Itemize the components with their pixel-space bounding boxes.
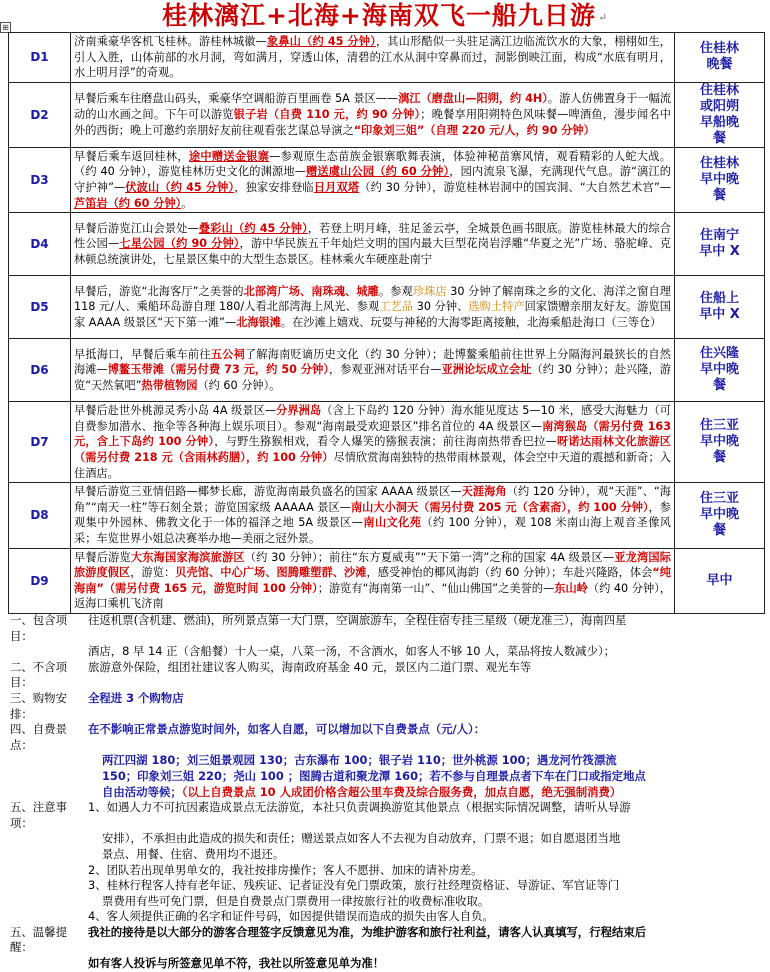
day-label: D1 (9, 33, 71, 83)
highlight-text: 热带植物园 (141, 378, 198, 392)
description-text: （约 30 分钟），游览桂林岩洞中的国宾洞、“大自然艺术宫”— (359, 180, 672, 194)
itinerary-row (9, 402, 765, 483)
itinerary-row (9, 548, 765, 613)
description-text: ，参观集中外园林、佛教文化于一体的福泽之地 5A 级景区— (74, 500, 671, 530)
highlight-text: 分界洲岛 (276, 404, 322, 418)
description-text: 早餐后，游览“北海客厅”之美誉的 (74, 284, 244, 298)
itinerary-row (9, 339, 765, 402)
day-description (71, 548, 675, 613)
description-text: 尽情欣赏海南独特的热带雨林景观，体会空中天道的震撼和新奇；入住酒店。 (74, 450, 671, 480)
note-reminder (10, 925, 762, 956)
highlight-text: 工艺品 (379, 300, 414, 314)
day-label: D2 (9, 82, 71, 147)
description-text: （约 100 分钟），观 108 米南山海上观音圣像风采；车览世界小姐总决赛举办地—美丽之冠外景。 (74, 516, 671, 545)
description-text: ，园内流泉飞瀑，充满现代气息。游“漓江的守护神”— (74, 165, 671, 194)
description-text: （约 120 分钟），观“天涯”、“海角”“南天一柱”等石刻全景；游览国家级 AAAAA 景区— (74, 485, 671, 514)
description-text: 30 分钟了解南珠之乡的文化、海洋之窗自理 118 元/人、乘船环岛游自理 180/人看北部湾海上风光、参观 (74, 284, 671, 314)
itinerary-row (9, 276, 765, 339)
note-text: 如有客人投诉与所签意见单不符，我社以所签意见单为准！ (88, 956, 385, 971)
itinerary-table (8, 32, 765, 614)
description-text: ，感受神怡的椰风海韵（约 60 分钟）；车赴兴隆路，体会 (366, 566, 653, 580)
stay-meal-info: 早中 (675, 548, 765, 613)
note-shopping (10, 691, 762, 722)
note-label: 二、不含项目： (10, 659, 67, 690)
day-description (71, 339, 675, 402)
description-text: 。 (181, 196, 193, 210)
description-text: （含上下岛约 120 分钟）海水能见度达 5—10 米，感受大海魅力（可自费参加潜水、拖伞等各种海上娱乐项目）。参观“海南最受欢迎景区”排名首位的 4A 级景区— (74, 404, 671, 433)
note-text: 票费用有些可免门票，但是自费景点门票费用一律按旅行社的收费标准收取。 (102, 893, 490, 908)
description-text: 早餐后乘车返回桂林， (74, 149, 189, 163)
highlight-text: 天涯海角 (461, 485, 507, 499)
itinerary-row (9, 147, 765, 212)
highlight-text: 大东海国家海滨旅游区 (130, 550, 245, 564)
description-text: 早餐后赴世外桃源灵秀小岛 4A 级景区— (74, 404, 277, 418)
description-text: ，其山形酷似一头驻足漓江边临流饮水的大象，栩栩如生，引人入胜，山体前部的水月洞，弯如满月，穿透山体，清碧的江水从洞中穿鼻而过，洞影倒映江面，构成“水底有明月，水上明月浮”的奇观。 (74, 35, 671, 80)
description-text: 早抵海口，早餐后乘车前往 (74, 347, 211, 361)
highlight-text: 七星公园（约 90 分钟） (119, 237, 240, 251)
description-text: （约 40 分钟），返海口乘机飞济南 (74, 581, 672, 611)
day-description (71, 402, 675, 483)
stay-meal-info: 住桂林 或阳朔 早船晚 餐 (675, 82, 765, 147)
stay-meal-info: 住桂林 早中晚 餐 (675, 147, 765, 212)
note-attention (10, 800, 762, 831)
day-label: D6 (9, 339, 71, 402)
highlight-text: 五公祠 (210, 347, 245, 361)
note-optional (10, 722, 762, 753)
note-text: 3、桂林行程客人持有老年证、残疾证、记者证没有免门票政策，旅行社经理资格证、导游证、军官证等门 (88, 878, 620, 893)
highlight-text: 北海银滩 (236, 315, 281, 329)
highlight-text: 呀诺达雨林文化旅游区（需另付费 218 元（含雨林药膳），约 100 分钟） (74, 435, 671, 464)
description-text: 早餐后游览江山会景处— (74, 221, 199, 235)
notes-section (10, 613, 762, 972)
note-text: 全程进 3 个购物店 (88, 690, 184, 705)
stay-meal-info: 住桂林 晚餐 (675, 33, 765, 83)
day-description (71, 147, 675, 212)
description-text: 早餐后游览 (74, 550, 131, 564)
note-text: 往返机票(含机建、燃油)，所列景点第一大门票，空调旅游车，全程住宿专挂三星级（硬龙准三），海南四星 (88, 613, 627, 627)
description-text: 回家馈赠亲朋友好友。游览国家 AAAA 级景区“天下第一滩”— (74, 300, 671, 329)
note-label: 一、包含项目： (10, 613, 67, 643)
itinerary-row (9, 33, 765, 83)
highlight-text: 亚洲论坛成立会址 (441, 363, 532, 377)
highlight-text: 珍珠店 (412, 284, 447, 298)
note-label: 五、注意事项： (10, 800, 67, 830)
highlight-text: 漓江（磨盘山—阳朔，约 4H） (398, 92, 548, 106)
day-label: D3 (9, 147, 71, 212)
paragraph-mark: ↵ (597, 10, 609, 24)
highlight-text: 赠送虞山公园（约 60 分钟） (305, 165, 450, 179)
stay-meal-info: 住三亚 早中晚 餐 (675, 483, 765, 548)
day-description (71, 213, 675, 276)
day-label: D8 (9, 483, 71, 548)
highlight-text: 贝壳馆、中心广场、图腾雕塑群、沙滩 (175, 566, 367, 580)
day-label: D5 (9, 276, 71, 339)
note-text: 酒店，8 早 14 正（含船餐）十人一桌，八菜一汤，不含酒水，如客人不够 10 人，菜品将按人数减少）； (88, 644, 616, 659)
note-text: （以上自费景点 10 人成团价格含超公里车费及综合服务费，加点自愿，绝无强制消费） (181, 784, 622, 799)
note-included (10, 613, 762, 644)
note-text: 旅游意外保险，组团社建议客人购买，海南政府基金 40 元，景区内二道门票、观光车等 (88, 659, 532, 674)
note-text: 两江四湖 180；刘三姐景观园 130；古东瀑布 100；银子岩 110；世外桃源 100；遇龙河竹筏漂流 (102, 753, 617, 768)
day-description (71, 483, 675, 548)
day-label: D7 (9, 402, 71, 483)
highlight-text: 南湾猴岛（需另付费 163 元，含上下岛约 100 分钟） (74, 419, 671, 449)
note-text: 景点、用餐、住宿、费用均不退还。 (102, 846, 285, 861)
description-text: —参观原生态苗族金银寨歌舞表演，体验神秘苗寨风情，观看精彩的人蛇大战。（约 40 分钟），游览桂林历史文化的渊源地— (74, 149, 671, 179)
itinerary-row (9, 82, 765, 147)
stay-meal-info: 住船上 早中 X (675, 276, 765, 339)
description-text: 早餐后游览三亚情侣路—椰梦长廊，游览海南最负盛名的国家 AAAA 级景区— (74, 485, 462, 499)
day-label: D9 (9, 548, 71, 613)
stay-meal-info: 住三亚 早中晚 餐 (675, 402, 765, 483)
note-text: 150；印象刘三姐 220；尧山 100 ；图腾古道和聚龙潭 160；若不参与自理景点者下车在门口或指定地点 (102, 768, 646, 783)
day-description (71, 276, 675, 339)
highlight-text: 象鼻山（约 45 分钟） (266, 35, 376, 48)
table-anchor-icon[interactable]: ⊞ (0, 22, 11, 33)
page-title: 桂林漓江+北海+海南双飞一船九日游 ↵ (161, 1, 609, 30)
description-text: ，游览： (130, 566, 176, 580)
description-text: ，独家安排登临 (234, 180, 314, 194)
highlight-text: 亚龙湾国际旅游度假区 (74, 550, 671, 580)
day-description (71, 33, 675, 83)
note-excluded (10, 660, 762, 691)
note-text: 安排），不承担由此造成的损失和责任；赠送景点如客人不去视为自动放弃，门票不退；如自愿退团当地 (102, 831, 621, 846)
highlight-text: 博鳌玉带滩（需另付费 73 元，约 50 分钟） (107, 363, 330, 377)
note-text: 自由活动等候； (102, 784, 182, 799)
note-text: 我社的接待是以大部分的游客合理签字反馈意见为准，为维护游客和旅行社利益，请客人认真填写，行程结束后 (88, 924, 647, 939)
stay-meal-info: 住兴隆 早中晚 餐 (675, 339, 765, 402)
highlight-text: 东山岭 (554, 581, 588, 595)
highlight-text: 途中赠送金银寨 (188, 149, 270, 163)
highlight-text: 叠彩山（约 45 分钟） (198, 221, 308, 235)
description-text: 。参观 (378, 284, 413, 298)
highlight-text: 芦笛岩（约 60 分钟） (74, 196, 182, 210)
highlight-text: “印象刘三姐”（自理 220 元/人，约 90 分钟） (353, 123, 595, 137)
highlight-text: 南山大小洞天（需另付费 205 元（含素斋），约 100 分钟） (350, 500, 649, 514)
description-text: ，与野生猕猴相戏，看令人爆笑的猕猴表演；前往海南热带香巴拉— (214, 435, 557, 449)
itinerary-row (9, 483, 765, 548)
highlight-text: 伏波山（约 45 分钟） (125, 180, 235, 194)
description-text: 济南乘豪华客机飞桂林。游桂林城徽— (74, 35, 267, 48)
highlight-text: 银子岩（自费 110 元，约 90 分钟） (233, 107, 421, 121)
description-text: （约 60 分钟）。 (197, 378, 281, 392)
note-label: 三、购物安排： (10, 690, 67, 721)
description-text: 早餐后乘车往磨盘山码头，乘豪华空调船游百里画卷 5A 景区—— (74, 92, 399, 106)
highlight-text: 日月双塔 (313, 180, 360, 194)
description-text: 了解海南贬谪历史文化（约 30 分钟）；赴博鳌乘船前往世界上分隔海河最狭长的自然海滩— (74, 347, 671, 377)
highlight-text: 北部湾广场、南珠魂、城雕 (243, 284, 379, 298)
note-text: 在不影响正常景点游览时间外，如客人自愿，可以增加以下自费景点（元/人）： (88, 722, 486, 737)
itinerary-row (9, 213, 765, 276)
description-text: ；晚餐享用阳朔特色风味餐—啤酒鱼，漫步闻名中外的西街；晚上可邀约亲朋好友前往观看张艺谋总导演之 (74, 107, 671, 137)
note-label: 四、自费景点： (10, 722, 67, 752)
description-text: ，参观亚洲对话平台— (329, 363, 442, 377)
note-text: 1、如遇人力不可抗因素造成景点无法游览，本社只负责调换游览其他景点（根据实际情况调整，请听从导游 (88, 800, 631, 815)
highlight-text: 选购土特产 (468, 300, 525, 314)
note-text: 2、团队若出现单男单女的，我社按排房操作；客人不愿拼、加床的请补房差。 (88, 862, 483, 877)
description-text: ，若登上明月峰，驻足釜云亭，全城景色画书眼底。游览桂林最大的综合性公园— (74, 221, 671, 251)
day-description (71, 82, 675, 147)
description-text: （约 30 分钟）；赴兴隆，游览“天然氧吧” (74, 363, 671, 392)
description-text: ；游览有“海南第一山”、“仙山佛国”之美誉的— (317, 581, 555, 595)
description-text: 。游人仿佛置身于一幅流动的山水画之间。下午可以游览 (74, 92, 671, 121)
stay-meal-info: 住南宁 早中 X (675, 213, 765, 276)
note-line (10, 785, 762, 801)
description-text: 。在沙滩上嬉戏、玩耍与神秘的大海零距离接触，北海乘船赴海口（三等仓） (280, 315, 662, 329)
description-text: 30 分钟、 (413, 300, 469, 314)
highlight-text: 南山文化苑 (362, 516, 422, 530)
note-text: 4、客人须提供正确的名字和证件号码，如因提供错误而造成的损失由客人自负。 (88, 909, 494, 924)
note-label: 五、温馨提醒： (10, 924, 67, 955)
description-text: （约 30 分钟）；前往“东方夏威夷”“天下第一湾”之称的国家 4A 级景区— (244, 550, 615, 564)
highlight-text: “纯海南”（需另付费 165 元，游览时间 100 分钟） (74, 566, 671, 595)
description-text: ，游中华民族五千年灿烂文明的国内最大巨型花岗岩浮雕“华夏之光”广场、骆驼峰、克林顿总统演讲处，七星景区集中的大型生态景区。桂林乘火车硬座赴南宁 (74, 237, 671, 266)
day-label: D4 (9, 213, 71, 276)
